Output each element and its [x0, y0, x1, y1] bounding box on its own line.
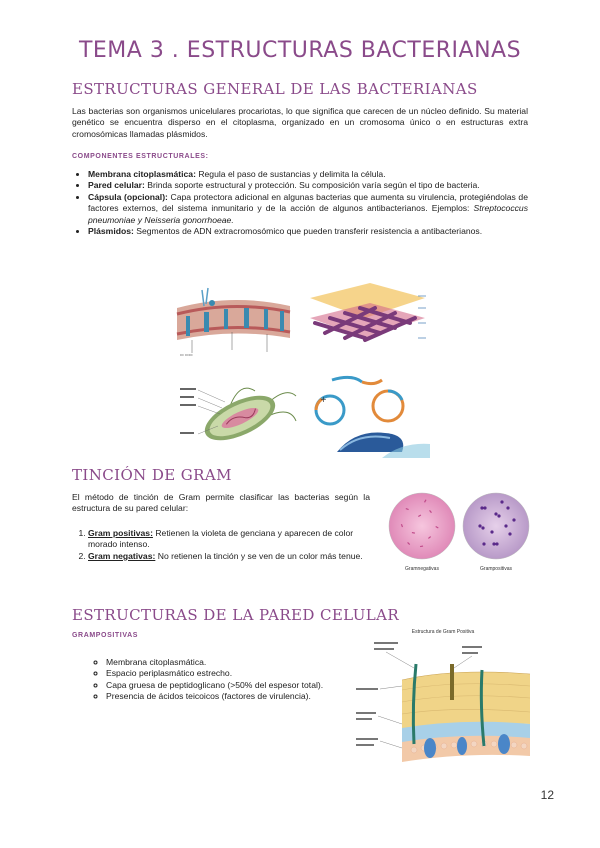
- svg-text:+: +: [320, 395, 327, 404]
- gram-item: [88, 528, 368, 551]
- wall-item: ◦ Presencia de ácidos teicoicos (factores de virulencia).: [106, 691, 326, 702]
- wall-item: ◦ Capa gruesa de peptidoglicano (>50% del espesor total).: [106, 680, 326, 691]
- plasmid-illustration: [302, 372, 430, 458]
- cell-wall-mesh-illustration: [300, 278, 430, 368]
- component-item: [88, 192, 528, 226]
- page-title: TEMA 3 . ESTRUCTURAS BACTERIANAS: [78, 38, 522, 63]
- grampositive-subheading: GRAMPOSITIVAS: [72, 632, 139, 639]
- gram-item: [88, 551, 368, 562]
- component-item: [88, 180, 528, 191]
- svg-text:▭ ▭▭: ▭ ▭▭: [180, 352, 193, 357]
- section-heading-wall: ESTRUCTURAS DE LA PARED CELULAR: [72, 606, 400, 624]
- component-term: Pared celular:: [88, 180, 145, 191]
- component-term: Cápsula (opcional):: [88, 191, 168, 202]
- gram-list: [74, 528, 368, 562]
- wall-figure-title: Estructura de Gram Positiva: [411, 629, 475, 635]
- gram-positive-wall-figure: [354, 624, 532, 766]
- wall-item: ◦ Membrana citoplasmática.: [106, 657, 326, 668]
- intro-paragraph: Las bacterias son organismos unicelulares procariotas, lo que significa que carecen de un núcleo definido. Su material genético se encuentra disperso en el citoplasma, organizado en un cromosoma único o en estructuras extra cromosómicas llamadas plásmidos.: [72, 106, 528, 139]
- components-subheading: COMPONENTES ESTRUCTURALES:: [72, 153, 209, 160]
- component-example: Streptococcus pneumoniae y Neisseria gonorrhoeae.: [88, 203, 528, 225]
- component-text: Segmentos de ADN extracromosómico que pueden transferir resistencia a antibacterianos.: [133, 226, 483, 237]
- gram-negative-label: Gramnegativas: [405, 566, 439, 572]
- gram-stain-figure: [384, 486, 534, 576]
- gram-term: Gram positivas:: [88, 528, 153, 538]
- gram-text: Retienen la violeta de genciana y aparecen de color morado intenso.: [88, 528, 354, 550]
- bacterium-diagram: [170, 376, 298, 454]
- page-number: 12: [540, 788, 554, 802]
- component-item: [88, 169, 528, 180]
- section-heading-gram: TINCIÓN DE GRAM: [72, 466, 232, 484]
- grampositive-list: [92, 657, 326, 703]
- section-heading-general: ESTRUCTURAS GENERAL DE LAS BACTERIANAS: [72, 80, 478, 98]
- component-text: Regula el paso de sustancias y delimita la célula.: [195, 169, 386, 179]
- gram-positive-label: Grampositivas: [480, 566, 512, 572]
- gram-text: No retienen la tinción y se ven de un color más tenue.: [155, 550, 363, 561]
- membrane-illustration: [172, 278, 292, 368]
- component-item: [88, 226, 528, 237]
- component-text: Brinda soporte estructural y protección. Su composición varía según el tipo de bacteria.: [144, 180, 480, 191]
- component-text: Capa protectora adicional en algunas bacterias que aumenta su virulencia, protegiéndolas de factores externos, del sistema inmunitario y de la acción de algunos antibacterianos. Ejemplos:: [88, 191, 528, 214]
- gram-term: Gram negativas:: [88, 550, 156, 561]
- components-list: [74, 169, 528, 237]
- component-term: Plásmidos:: [88, 226, 134, 237]
- gram-intro: El método de tinción de Gram permite clasificar las bacterias según la estructura de su pared celular:: [72, 492, 370, 514]
- component-term: Membrana citoplasmática:: [88, 169, 196, 179]
- wall-item: ◦ Espacio periplasmático estrecho.: [106, 668, 326, 679]
